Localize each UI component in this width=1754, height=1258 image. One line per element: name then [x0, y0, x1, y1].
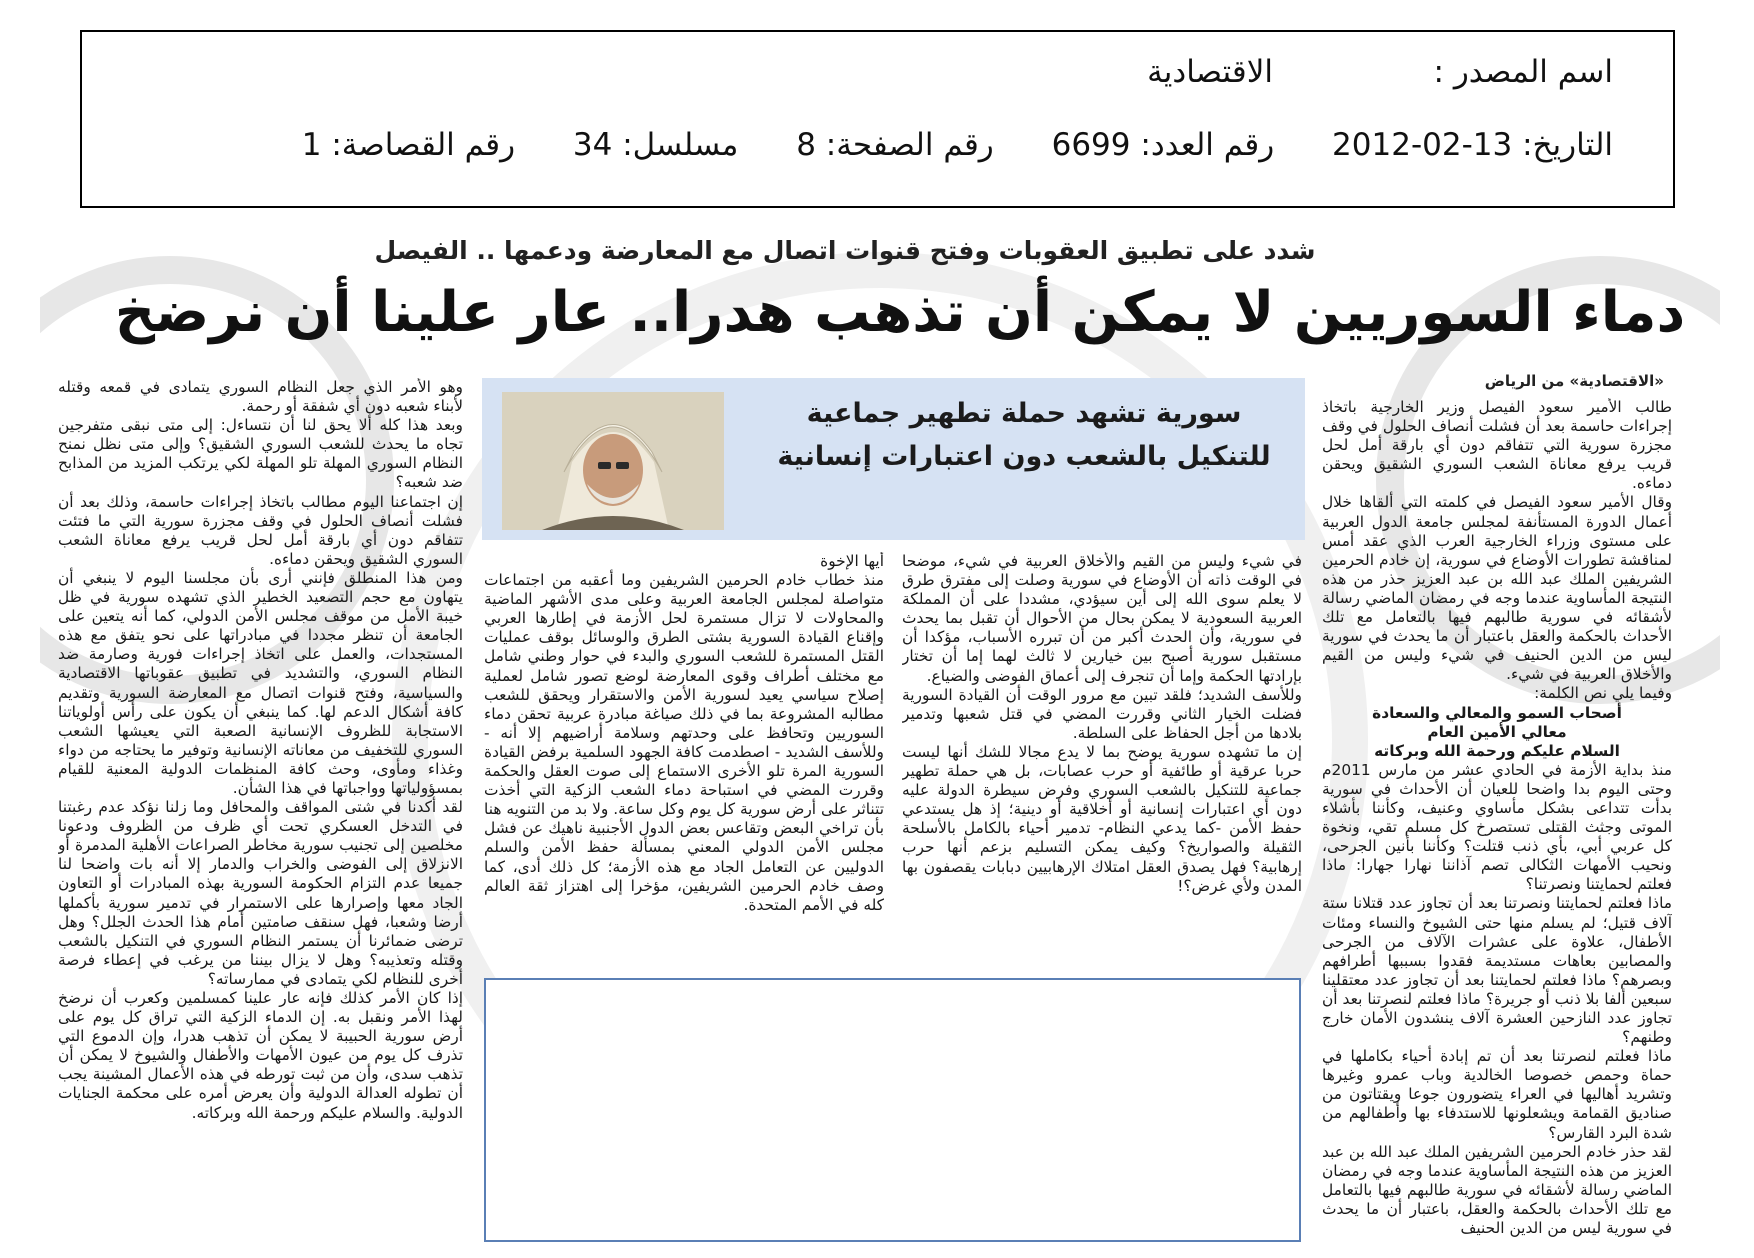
article-column-1: [1322, 398, 1672, 1242]
source-value: الاقتصادية: [1147, 54, 1273, 90]
paragraph: وبعد هذا كله ألا يحق لنا أن نتساءل: إلى متى نبقى متفرجين تجاه ما يحدث للشعب السوري الشقيق؟ وإلى متى نظل نمنح النظام السوري المهلة تلو المهلة لكي يرتكب المزيد من المذابح ضد شعبه؟: [58, 416, 463, 492]
article-column-4: [58, 378, 463, 1242]
salutation: السلام عليكم ورحمة الله وبركاته: [1374, 741, 1620, 760]
issue-number: رقم العدد: 6699: [1051, 127, 1275, 163]
paragraph: إن ما تشهده سورية يوضح بما لا يدع مجالا للشك أنها ليست حربا عرقية أو طائفية أو حرب عصابات، بل هي حملة تطهير جماعية للتنكيل بالشعب السوري وفرض سيطرة الدولة عليه دون أي اعتبارات إنسانية أو أخلاقية أو دينية؛ إذ هل يستدعي حفظ الأمن -كما يدعي النظام- تدمير أحياء بالكامل بالأسلحة الثقيلة والصواريخ؟ وكيف يمكن التسليم بزعم أنها حرب إرهابية؟ فهل يصدق العقل امتلاك الإرهابيين دبابات يقصفون بها المدن ولأي غرض؟!: [902, 742, 1302, 895]
paragraph: أيها الإخوة: [820, 552, 884, 570]
source-row: [1147, 54, 1613, 90]
paragraph: إذا كان الأمر كذلك فإنه عار علينا كمسلمين وكعرب أن نرضخ لهذا الأمر ونقبل به. إن الدماء الزكية التي تراق كل يوم على أرض سورية الحبيبة لا يمكن أن تذهب هدرا، وإن الدموع التي تذرف كل يوم من عيون الأمهات والأطفال والشيوخ لا يمكن أن تذهب سدى، وأن من ثبت تورطه في هذه الأعمال المشينة يجب أن تطوله العدالة الدولية وأن يعرض أمره على محكمة الجنايات الدولية. والسلام عليكم ورحمة الله وبركاته.: [58, 989, 463, 1122]
paragraph: ماذا فعلتم لحمايتنا ونصرتنا بعد أن تجاوز عدد قتلانا ستة آلاف قتيل؛ لم يسلم منها حتى الشيوخ والنساء ومئات الأطفال، علاوة على عشرات الآلاف من الجرحى والمصابين بعاهات مستديمة فقدوا بسببها أطرافهم وبصرهم؟ ماذا فعلتم لحمايتنا بعد أن تجاوز عدد معتقلينا سبعين ألفا بلا ذنب أو جريرة؟ ماذا فعلتم لنصرتنا بعد أن تجاوز عدد النازحين العشرة آلاف ينشدون الأمان خارج وطنهم؟: [1322, 894, 1672, 1047]
date-field: التاريخ: 13-02-2012: [1332, 127, 1613, 163]
serial-number: مسلسل: 34: [572, 127, 739, 163]
clipping-metadata-box: [80, 30, 1675, 208]
article-headline: دماء السوريين لا يمكن أن تذهب هدرا.. عار علينا أن نرضخ: [114, 280, 1686, 345]
paragraph: وللأسف الشديد؛ فلقد تبين مع مرور الوقت أن القيادة السورية فضلت الخيار الثاني وقررت المضي في قتل شعبها وتدمير بلادها من أجل الحفاظ على السلطة.: [902, 685, 1302, 742]
details-row: [254, 127, 1613, 163]
paragraph: منذ خطاب خادم الحرمين الشريفين وما أعقبه من اجتماعات متواصلة لمجلس الجامعة العربية وعلى مدى الأشهر الماضية والمحاولات لا تزال مستمرة لحل الأزمة في إطارها العربي وإقناع القيادة السورية بشتى الطرق والوسائل بوقف عمليات القتل المستمرة للشعب السوري والبدء في حوار وطني شامل مع مختلف أطراف وقوى المعارضة لوضع تصور شامل لعملية إصلاح سياسي يعيد لسورية الأمن والاستقرار ويحقق للشعب مطالبه المشروعة بما في ذلك صياغة مبادرة عربية تحقن دماء السوريين وتحافظ على وحدتهم وسلامة أراضيهم إلا أنه - وللأسف الشديد - اصطدمت كافة الجهود السلمية برفض القيادة السورية المرة تلو الأخرى الاستماع إلى صوت العقل والحكمة وقررت المضي في استباحة دماء الشعب الزكية التي أخذت تتناثر على أرض سورية كل يوم وكل ساعة. ولا بد من التنويه هنا بأن تراخي البعض وتقاعس بعض الدول الأجنبية ناهيك عن فشل مجلس الأمن الدولي المعني بمسألة حفظ الأمن والسلم الدوليين عن التعامل الجاد مع هذه الأزمة؛ كل ذلك أدى، كما وصف خادم الحرمين الشريفين، مؤخرا إلى اهتزاز ثقة العالم كله في الأمم المتحدة.: [484, 571, 884, 914]
article-byline: «الاقتصادية» من الرياض: [1484, 372, 1664, 390]
page-number: رقم الصفحة: 8: [796, 127, 994, 163]
paragraph: وهو الأمر الذي جعل النظام السوري يتمادى في قمعه وقتله لأبناء شعبه دون أي شفقة أو رحمة.: [58, 378, 463, 416]
paragraph: لقد حذر خادم الحرمين الشريفين الملك عبد الله بن عبد العزيز من هذه النتيجة المأساوية عندما وجه في رمضان الماضي رسالة لأشقائه في سورية طالبهم فيها بالتعامل مع تلك الأحداث بالحكمة والعقل، باعتبار أن ما يحدث في سورية ليس من الدين الحنيف: [1322, 1142, 1672, 1238]
paragraph: ومن هذا المنطلق فإنني أرى بأن مجلسنا اليوم لا ينبغي أن يتهاون مع حجم التصعيد الخطير الذي تشهده سورية في ظل خيبة الأمل من موقف مجلس الأمن الدولي، كما أنه يتعين على الجامعة أن تنظر مجددا في مبادراتها على نحو يتفق مع هذه المستجدات، والعمل على اتخاذ إجراءات فورية وصارمة ضد النظام السوري، والتشديد في تطبيق عقوباتها الاقتصادية والسياسية، وفتح قنوات اتصال مع المعارضة السورية وتقديم كافة أشكال الدعم لها. كما ينبغي أن يكون على رأس أولوياتنا الاستجابة للظروف الإنسانية الصعبة التي يعيشها الشعب السوري للتخفيف من معاناته الإنسانية وتوفير ما يحتاجه من دواء وغذاء ومأوى، وحث كافة المنظمات الدولية المعنية للقيام بمسؤولياتها وواجباتها في هذا الشأن.: [58, 568, 463, 797]
article-column-3: [484, 552, 884, 972]
empty-frame: [484, 978, 1301, 1242]
paragraph: ماذا فعلتم لنصرتنا بعد أن تم إبادة أحياء بكاملها في حماة وحمص خصوصا الخالدية وباب عمرو وغيرها وتشريد أهاليها في العراء يتضورون جوعا ويقتاتون من صناديق القمامة ويشعلونها للاستدفاء بها وأطفالهم من شدة البرد القارس؟: [1322, 1047, 1672, 1142]
portrait-photo: [502, 392, 724, 530]
paragraph: إن اجتماعنا اليوم مطالب باتخاذ إجراءات حاسمة، وذلك بعد أن فشلت أنصاف الحلول في وقف مجزرة سورية التي ما فتئت تتفاقم دون أي بارقة أمل لحل قريب يرفع معاناة الشعب السوري الشقيق ويحقن دماءه.: [58, 492, 463, 568]
paragraph: في شيء وليس من القيم والأخلاق العربية في شيء، موضحا في الوقت ذاته أن الأوضاع في سورية وصلت إلى مفترق طرق لا يعلم سوى الله إلى أين سيؤدي، مشددا على أن المملكة العربية السعودية لا يمكن بحال من الأحوال أن تقبل بما يحدث في سورية، وأن الحدث أكبر من أن تبرره الأسباب، مؤكدا أن مستقبل سورية أصبح بين خيارين لا ثالث لهما إما أن تختار بإرادتها الحكمة وإما أن تنجرف إلى أعماق الفوضى والضياع.: [902, 552, 1302, 685]
salutation: معالي الأمين العام: [1427, 722, 1567, 741]
paragraph: طالب الأمير سعود الفيصل وزير الخارجية باتخاذ إجراءات حاسمة بعد أن فشلت أنصاف الحلول في وقف مجزرة سورية التي تتفاقم دون أي بارقة أمل لحل قريب يرفع معاناة الشعب السوري الشقيق ويحقن دماءه.: [1322, 398, 1672, 493]
source-label: اسم المصدر :: [1433, 54, 1613, 90]
article-subheadline: شدد على تطبيق العقوبات وفتح قنوات اتصال مع المعارضة ودعمها .. الفيصل: [374, 236, 1316, 265]
article-column-2: [902, 552, 1302, 972]
clip-number: رقم القصاصة: 1: [301, 127, 516, 163]
paragraph: منذ بداية الأزمة في الحادي عشر من مارس 2011م وحتى اليوم بدا واضحا للعيان أن الأحداث في سورية بدأت تتداعى بشكل مأساوي وعنيف، وكأننا بأشلاء الموتى وجثث القتلى تستصرخ كل مسلم تقي، ونخوة كل عربي أبي، بأي ذنب قتلت؟ وكأننا بأنين الجرحى، ونحيب الأمهات الثكالى تصم آذاننا نهارا جهارا: ماذا فعلتم لحمايتنا ونصرتنا؟: [1322, 760, 1672, 894]
paragraph: وفيما يلي نص الكلمة:: [1534, 684, 1672, 703]
paragraph: لقد أكدنا في شتى المواقف والمحافل وما زلنا نؤكد عدم رغبتنا في التدخل العسكري تحت أي ظرف من الظروف ودعونا مخلصين إلى تجنيب سورية مخاطر الصراعات الأهلية المدمرة أو الانزلاق إلى الفوضى والخراب والدمار إلا أنه بات واضحا لنا جميعا عدم التزام الحكومة السورية بهذه المبادرات أو التعاون الجاد معها وإصرارها على الاستمرار في تدمير سورية بأكملها أرضا وشعبا، فهل سنقف صامتين أمام هذا الحدث الجلل؟ وهل ترضى ضمائرنا أن يستمر النظام السوري في التنكيل بالشعب وقتله وتعذيبه؟ وهل لا يزال بيننا من يرغب في إعطاء فرصة أخرى للنظام لكي يتمادى في ممارساته؟: [58, 798, 463, 988]
pullquote-text: سورية تشهد حملة تطهير جماعية للتنكيل بالشعب دون اعتبارات إنسانية: [777, 398, 1271, 472]
paragraph: وقال الأمير سعود الفيصل في كلمته التي ألقاها خلال أعمال الدورة المستأنفة لمجلس جامعة الدول العربية على مستوى وزراء الخارجية العرب الذي عقد أمس لمناقشة تطورات الأوضاع في سورية، إن خادم الحرمين الشريفين الملك عبد الله بن عبد العزيز حذر من هذه النتيجة المأساوية عندما وجه في رمضان الماضي رسالة لأشقائه في سورية طالبهم فيها بالتعامل مع تلك الأحداث بالحكمة والعقل باعتبار أن ما يحدث في سورية ليس من الدين الحنيف في شيء وليس من القيم والأخلاق العربية في شيء.: [1322, 493, 1672, 684]
salutation: أصحاب السمو والمعالي والسعادة: [1372, 703, 1622, 722]
portrait-illustration: [502, 392, 724, 530]
